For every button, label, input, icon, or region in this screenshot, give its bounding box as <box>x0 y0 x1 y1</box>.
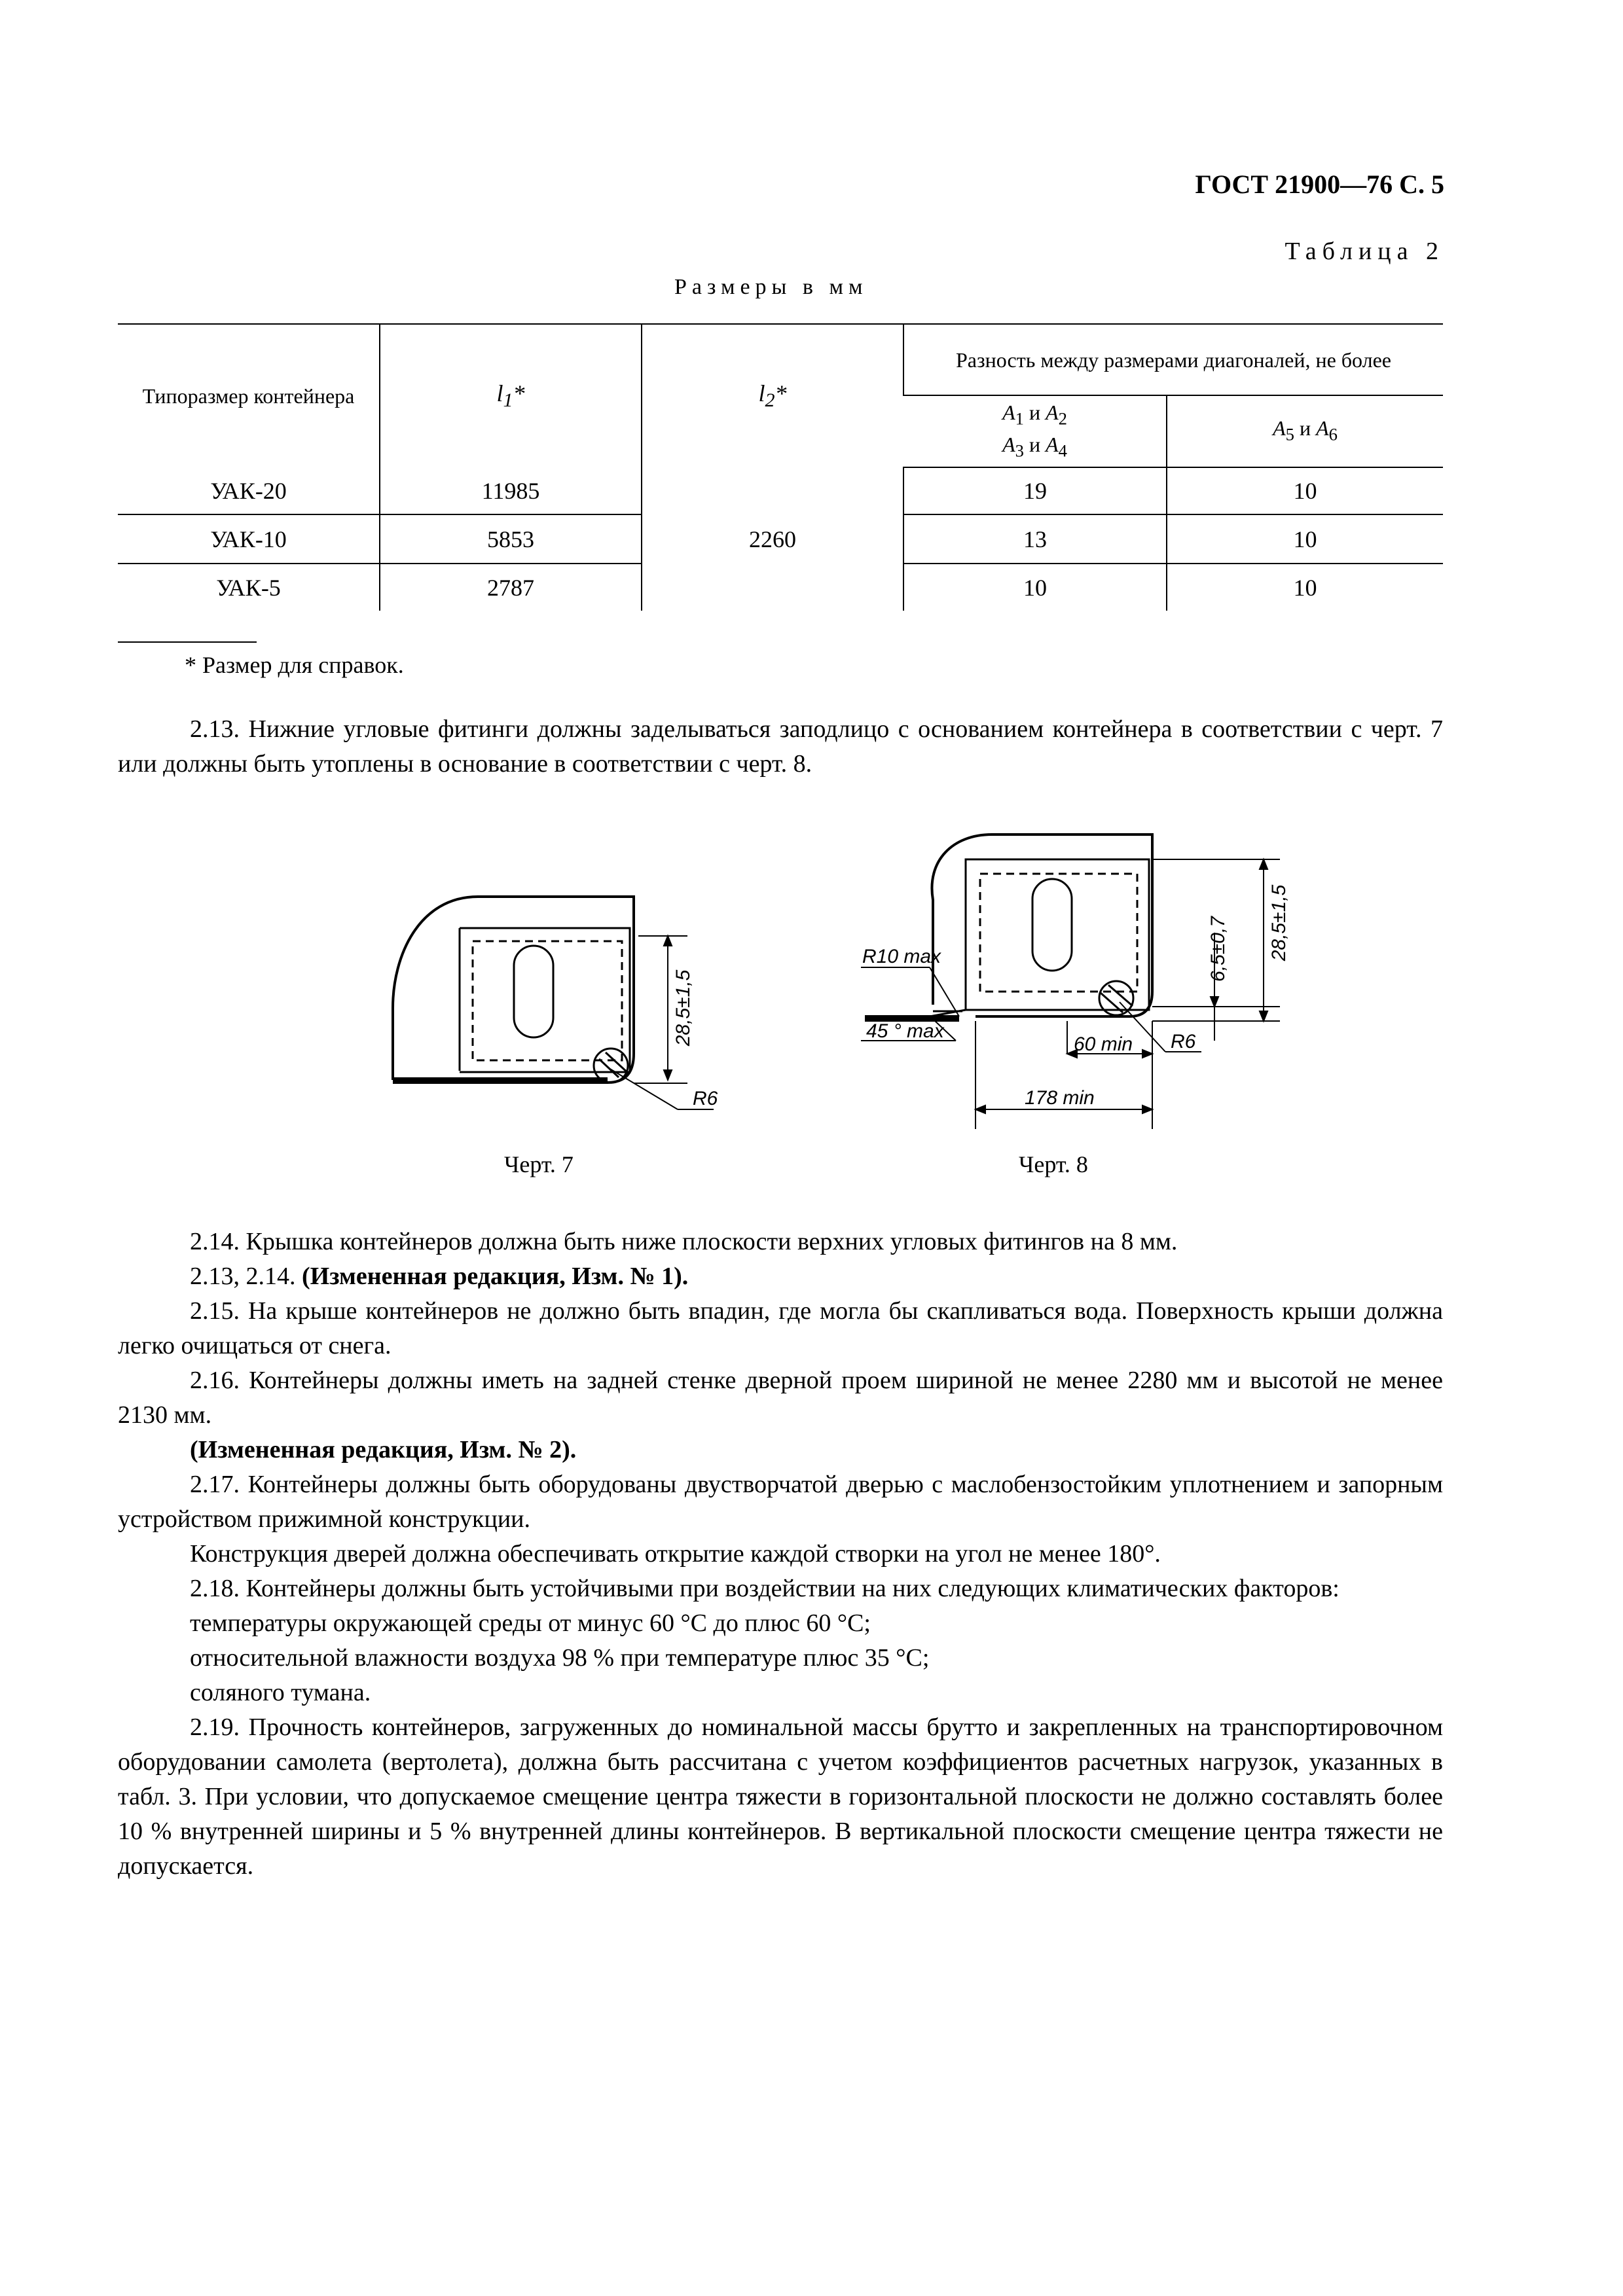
cell-d14: 13 <box>903 514 1167 564</box>
paragraph-2-13-block <box>118 712 1443 781</box>
cell-l2: 2260 <box>642 467 903 611</box>
cell-type: УАК-5 <box>216 574 281 601</box>
paragraph-2-17: 2.17. Контейнеры должны быть оборудованы двустворчатой дверью с маслобензостойким уплотнением и запорным устройством прижимной конструкции. <box>118 1471 1443 1533</box>
paragraph-2-18: 2.18. Контейнеры должны быть устойчивыми при воздействии на них следующих климатических факторов: <box>190 1575 1340 1602</box>
body-text <box>118 1225 1443 1884</box>
dimensions-table <box>118 323 1443 611</box>
paragraph-2-19: 2.19. Прочность контейнеров, загруженных до номинальной массы брутто и закрепленных на транспортировочном оборудовании самолета (вертолета), должна быть рассчитана с учетом коэффициентов расчетных нагрузок, указанных в табл. 3. При условии, что допускаемое смещение центра тяжести в горизонтальной плоскости не должно составлять более 10 % внутренней ширины и 5 % внутренней длины контейнеров. В вертикальной плоскости смещение центра тяжести не допускается. <box>118 1713 1443 1880</box>
cell-d14: 19 <box>903 467 1167 514</box>
header-diagonal-diff: Разность между размерами диагоналей, не более <box>903 324 1443 395</box>
climate-factor-temperature: температуры окружающей среды от минус 60 °С до плюс 60 °С; <box>190 1609 871 1637</box>
fig8-width-178-label: 178 min <box>1025 1087 1095 1109</box>
footnote-rule <box>118 641 257 643</box>
units-note: Размеры в мм <box>674 275 868 299</box>
fig7-radius-label: R6 <box>693 1088 718 1109</box>
cell-d56: 10 <box>1167 564 1443 611</box>
paragraph-2-15: 2.15. На крыше контейнеров не должно быть впадин, где могла бы скапливаться вода. Поверхность крыши должна легко очищаться от снега. <box>118 1297 1443 1359</box>
table-row <box>118 467 1443 514</box>
table-caption: Таблица 2 <box>1285 238 1444 265</box>
cell-d14: 10 <box>903 564 1167 611</box>
climate-factor-humidity: относительной влажности воздуха 98 % при температуре плюс 35 °С; <box>190 1644 930 1672</box>
header-l2: $l_2*$ <box>642 324 903 467</box>
amendment-1-note: 2.13, 2.14. (Измененная редакция, Изм. № 1). <box>190 1263 689 1290</box>
cell-type: УАК-20 <box>118 467 380 514</box>
cell-l1: 5853 <box>380 514 642 564</box>
cell-l1: 2787 <box>380 564 642 611</box>
table-footnote: * Размер для справок. <box>185 652 404 678</box>
fig8-dim-recess: 6,5±0,7 <box>1207 916 1229 982</box>
fig8-r10-label: R10 max <box>862 946 941 967</box>
cell-d56: 10 <box>1167 514 1443 564</box>
fig8-angle-label: 45 ° max <box>866 1020 944 1042</box>
cell-l1: 11985 <box>380 467 642 514</box>
paragraph-2-16: 2.16. Контейнеры должны иметь на задней стенке дверной проем шириной не менее 2280 мм и высотой не менее 2130 мм. <box>118 1367 1443 1429</box>
fig8-radius-label: R6 <box>1171 1031 1196 1052</box>
page-header: ГОСТ 21900—76 С. 5 <box>1195 170 1444 199</box>
header-a5-a6: $A_5$ и $A_6$ <box>1167 395 1443 467</box>
fig8-width-60-label: 60 min <box>1074 1033 1133 1055</box>
fig8-dim-height: 28,5±1,5 <box>1268 884 1290 961</box>
cell-d56: 10 <box>1167 467 1443 514</box>
amendment-2-note: (Измененная редакция, Изм. № 2). <box>190 1436 577 1463</box>
header-a1-a4: $A_1$ и $A_2$ $A_3$ и $A_4$ <box>903 395 1167 467</box>
drawing-8 <box>835 808 1319 1129</box>
cell-type: УАК-10 <box>118 514 380 564</box>
drawing-7 <box>380 884 733 1132</box>
fig7-dim-height: 28,5±1,5 <box>672 969 694 1047</box>
paragraph-2-13: 2.13. Нижние угловые фитинги должны заделываться заподлицо с основанием контейнера в соответствии с черт. 7 или должны быть утоплены в основание в соответствии с черт. 8. <box>118 715 1443 778</box>
fig7-caption: Черт. 7 <box>504 1151 574 1177</box>
paragraph-2-14: 2.14. Крышка контейнеров должна быть ниже плоскости верхних угловых фитингов на 8 мм. <box>190 1228 1178 1255</box>
header-l1: $l_1*$ <box>380 324 642 467</box>
climate-factor-salt-fog: соляного тумана. <box>190 1679 371 1706</box>
fig8-caption: Черт. 8 <box>1019 1151 1088 1177</box>
paragraph-2-17-doors: Конструкция дверей должна обеспечивать открытие каждой створки на угол не менее 180°. <box>190 1540 1161 1568</box>
header-type: Типоразмер контейнера <box>118 324 380 467</box>
